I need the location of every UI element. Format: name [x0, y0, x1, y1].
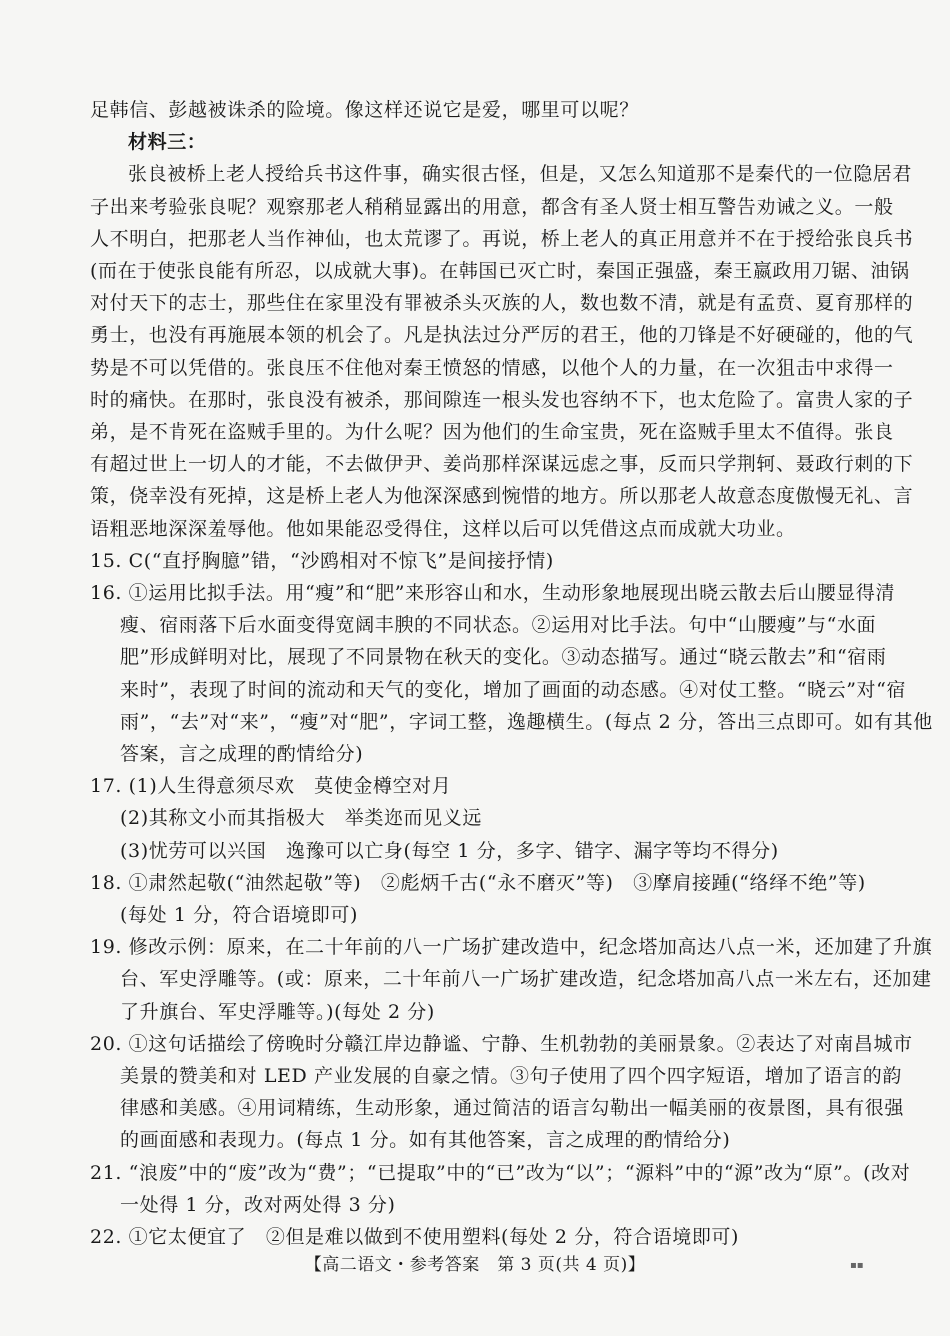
answer-16-line: 肥”形成鲜明对比，展现了不同景物在秋天的变化。③动态描写。通过“晓云散去”和“宿雨	[120, 646, 887, 669]
answer-21-line: 21. “浪废”中的“废”改为“费”；“已提取”中的“已”改为“以”；“源料”中的“源”改为“原”。(改对	[90, 1161, 911, 1184]
answer-17-line: (3)忧劳可以兴国 逸豫可以亡身(每空 1 分，多字、错字、漏字等均不得分)	[120, 839, 779, 862]
material-3-line: 对付天下的志士，那些住在家里没有罪被杀头灭族的人，数也数不清，就是有孟贲、夏育那样的	[90, 292, 914, 315]
answer-16-line: 答案，言之成理的酌情给分)	[120, 743, 364, 765]
material-3-line: 勇士，也没有再施展本领的机会了。凡是执法过分严厉的君王，他的刀锋是不好硬碰的，他的气	[90, 324, 914, 347]
answer-18-line: (每处 1 分，符合语境即可)	[120, 904, 358, 926]
page-footer: 【高二语文・参考答案 第 3 页(共 4 页)】	[304, 1255, 646, 1275]
answer-21-line: 一处得 1 分，改对两处得 3 分)	[120, 1193, 396, 1216]
material-3-line: 策，侥幸没有死掉，这是桥上老人为他深深感到惋惜的地方。所以那老人故意态度傲慢无礼、言	[90, 485, 914, 508]
answer-20-line: 的画面感和表现力。(每点 1 分。如有其他答案，言之成理的酌情给分)	[120, 1129, 731, 1152]
material-3-line: 弟，是不肯死在盗贼手里的。为什么呢？因为他们的生命宝贵，死在盗贼手里太不值得。张良	[90, 421, 894, 443]
answer-20-line: 20. ①这句话描绘了傍晚时分赣江岸边静谧、宁静、生机勃勃的美丽景象。②表达了对南昌城市	[90, 1032, 913, 1055]
material-3-line: 时的痛快。在那时，张良没有被杀，那间隙连一根头发也容纳不下，也太危险了。富贵人家的子	[90, 388, 914, 411]
answer-18-line: 18. ①肃然起敬(“油然起敬”等) ②彪炳千古(“永不磨灭”等) ③摩肩接踵(“络绎不绝”等)	[90, 871, 866, 894]
answer-16-line: 瘦、宿雨落下后水面变得宽阔丰腴的不同状态。②运用对比手法。句中“山腰瘦”与“水面	[120, 614, 877, 637]
material-3-line: 人不明白，把那老人当作神仙，也太荒谬了。再说，桥上老人的真正用意并不在于授给张良兵书	[90, 227, 914, 250]
answer-19-line: 台、军史浮雕等。(或：原来，二十年前八一广场扩建改造，纪念塔加高八点一米左右，还加建	[120, 968, 932, 991]
answer-15: 15. C(“直抒胸臆”错，“沙鸥相对不惊飞”是间接抒情)	[90, 549, 554, 572]
answer-19-line: 了升旗台、军史浮雕等。)(每处 2 分)	[120, 1000, 435, 1023]
material-3-line: 势是不可以凭借的。张良压不住他对秦王愤怒的情感，以他个人的力量，在一次狙击中求得一	[90, 356, 894, 379]
answer-19-line: 19. 修改示例：原来，在二十年前的八一广场扩建改造中，纪念塔加高达八点一米，还加建了升旗	[90, 936, 933, 959]
material-3-line: 语粗恶地深深羞辱他。他如果能忍受得住，这样以后可以凭借这点而成就大功业。	[90, 517, 796, 540]
answer-20-line: 美景的赞美和对 LED 产业发展的自豪之情。③句子使用了四个四字短语，增加了语言的韵	[120, 1065, 903, 1087]
material-3-heading: 材料三：	[128, 131, 207, 154]
answer-20-line: 律感和美感。④用词精练，生动形象，通过简洁的语言勾勒出一幅美丽的夜景图，具有很强	[120, 1097, 905, 1120]
answer-17-line: 17. (1)人生得意须尽欢 莫使金樽空对月	[90, 775, 452, 798]
material-3-line: 有超过世上一切人的才能，不去做伊尹、姜尚那样深谋远虑之事，反而只学荆轲、聂政行刺的下	[90, 453, 914, 476]
answer-22: 22. ①它太便宜了 ②但是难以做到不使用塑料(每处 2 分，符合语境即可)	[90, 1226, 740, 1248]
continued-line: 足韩信、彭越被诛杀的险境。像这样还说它是爱，哪里可以呢？	[90, 99, 639, 121]
answer-17-line: (2)其称文小而其指极大 举类迩而见义远	[120, 807, 482, 830]
answer-16-line: 16. ①运用比拟手法。用“瘦”和“肥”来形容山和水，生动形象地展现出晓云散去后山腰显得清	[90, 582, 896, 604]
material-3-line: (而在于使张良能有所忍，以成就大事)。在韩国已灭亡时，秦国正强盛，秦王嬴政用刀锯、油锅	[90, 260, 910, 282]
answer-16-line: 雨”，“去”对“来”，“瘦”对“肥”，字词工整，逸趣横生。(每点 2 分，答出三点即可。如有其他	[120, 710, 933, 733]
answer-16-line: 来时”，表现了时间的流动和天气的变化，增加了画面的动态感。④对仗工整。“晓云”对“宿	[120, 678, 907, 701]
material-3-line: 子出来考验张良呢？观察那老人稍稍显露出的用意，都含有圣人贤士相互警告劝诫之义。一般	[90, 195, 894, 218]
material-3-line: 张良被桥上老人授给兵书这件事，确实很古怪，但是，又怎么知道那不是秦代的一位隐居君	[128, 163, 913, 186]
corner-mark: ▪▪	[850, 1260, 864, 1271]
